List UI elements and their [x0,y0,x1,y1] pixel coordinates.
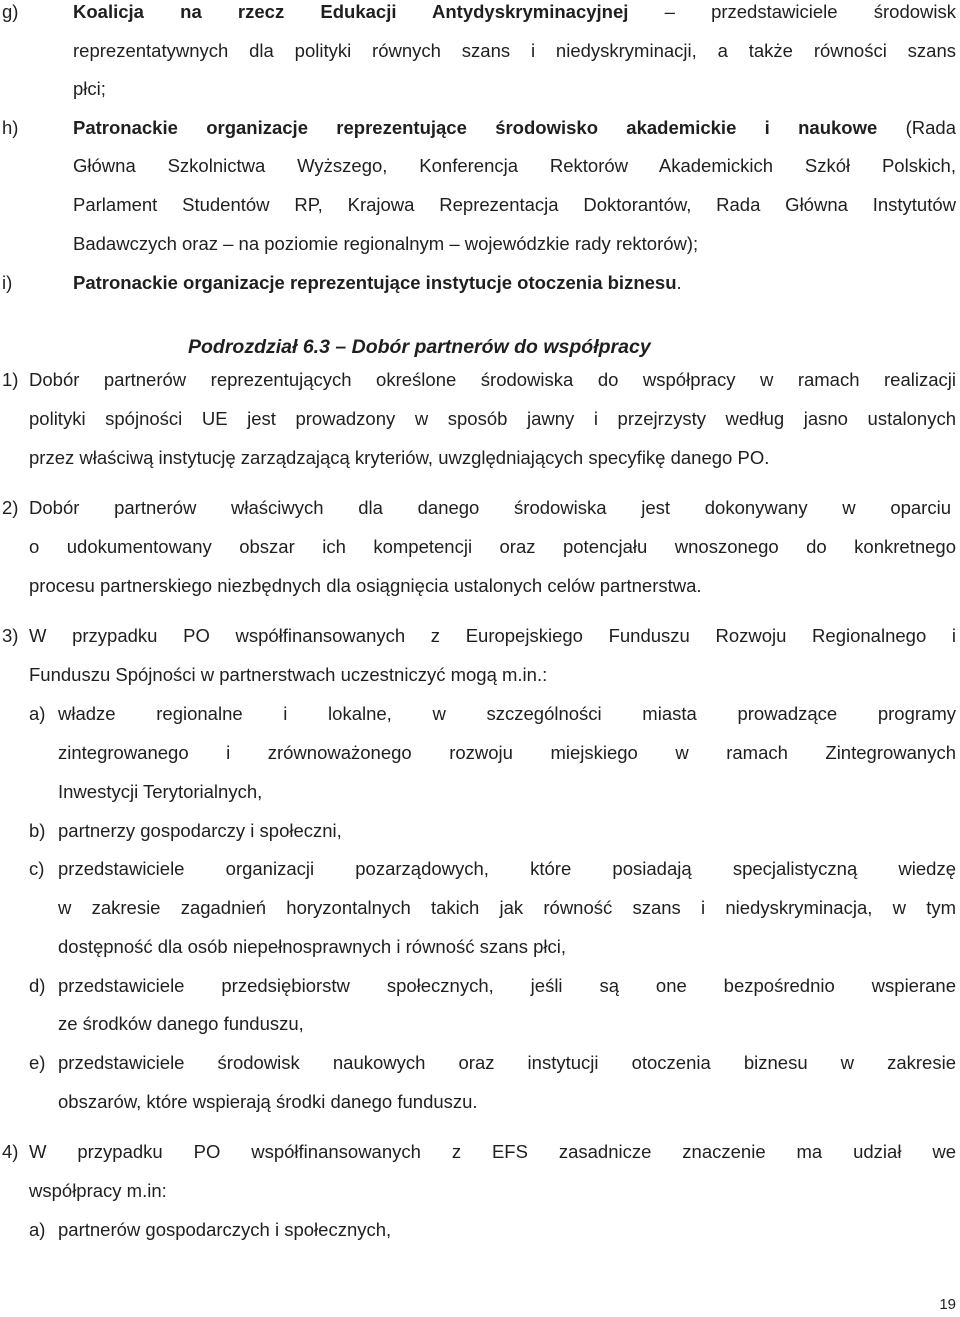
list-item-text: – przedstawiciele środowisk [628,1,956,22]
point-line: W przypadku PO współfinansowanych z EFS zasadnicze znaczenie ma udział we [29,1141,956,1162]
point-line: Funduszu Spójności w partnerstwach uczestniczyć mogą m.in.: [29,664,548,685]
list-item-line: Badawczych oraz – na poziomie regionalnym – wojewódzkie rady rektorów); [73,233,699,254]
list-marker: h) [2,117,19,138]
org-name: Koalicja na rzecz Edukacji Antydyskryminacyjnej [73,1,629,22]
point-line: polityki spójności UE jest prowadzony w sposób jawny i przejrzysty według jasno ustalonych [29,408,956,429]
subpoint-marker: a) [29,1219,46,1240]
list-item-line: płci; [73,78,106,99]
org-name: Patronackie organizacje reprezentujące instytucje otoczenia biznesu [73,272,677,293]
list-item-line [73,272,682,294]
list-item-text: (Rada [877,117,956,138]
subpoint-line: przedstawiciele organizacji pozarządowych, które posiadają specjalistyczną wiedzę [58,858,956,879]
subpoint-line: zintegrowanego i zrównoważonego rozwoju miejskiego w ramach Zintegrowanych [58,742,956,763]
list-item-line [73,1,956,23]
subpoint-line: w zakresie zagadnień horyzontalnych takich jak równość szans i niedyskryminacja, w tym [58,897,956,918]
point-line: Dobór partnerów właściwych dla danego środowiska jest dokonywany w oparciu [29,497,951,518]
point-line: procesu partnerskiego niezbędnych dla osiągnięcia ustalonych celów partnerstwa. [29,575,702,596]
subpoint-line: partnerów gospodarczych i społecznych, [58,1219,392,1240]
list-item-text: . [676,272,682,293]
subpoint-marker: a) [29,703,46,724]
subpoint-line: przedstawiciele przedsiębiorstw społecznych, jeśli są one bezpośrednio wspierane [58,975,956,996]
list-item-line [73,117,956,139]
subpoint-line: władze regionalne i lokalne, w szczególności miasta prowadzące programy [58,703,956,724]
point-marker: 2) [2,497,19,518]
subpoint-line: obszarów, które wspierają środki danego funduszu. [58,1091,478,1112]
subpoint-line: przedstawiciele środowisk naukowych oraz instytucji otoczenia biznesu w zakresie [58,1052,956,1073]
point-line: o udokumentowany obszar ich kompetencji oraz potencjału wnoszonego do konkretnego [29,536,956,557]
point-line: W przypadku PO współfinansowanych z Europejskiego Funduszu Rozwoju Regionalnego i [29,625,956,646]
list-item-line: Parlament Studentów RP, Krajowa Reprezentacja Doktorantów, Rada Główna Instytutów [73,194,956,215]
subpoint-marker: d) [29,975,46,996]
list-marker: g) [2,1,19,22]
point-marker: 1) [2,369,19,390]
point-line: przez właściwą instytucję zarządzającą kryteriów, uwzględniających specyfikę danego PO. [29,447,770,468]
point-marker: 3) [2,625,19,646]
list-marker: i) [2,272,13,293]
subpoint-marker: b) [29,820,46,841]
subpoint-line: Inwestycji Terytorialnych, [58,781,263,802]
subpoint-line: ze środków danego funduszu, [58,1013,304,1034]
list-item-line: reprezentatywnych dla polityki równych szans i niedyskryminacji, a także równości szans [73,40,956,61]
subpoint-marker: c) [29,858,45,879]
point-marker: 4) [2,1141,19,1162]
subpoint-line: dostępność dla osób niepełnosprawnych i równość szans płci, [58,936,567,957]
org-name: Patronackie organizacje reprezentujące środowisko akademickie i naukowe [73,117,878,138]
list-item-line: Główna Szkolnictwa Wyższego, Konferencja Rektorów Akademickich Szkół Polskich, [73,155,956,176]
section-heading: Podrozdział 6.3 – Dobór partnerów do współpracy [188,336,651,358]
subpoint-line: partnerzy gospodarczy i społeczni, [58,820,342,841]
point-line: współpracy m.in: [29,1180,167,1201]
page-number: 19 [939,1296,956,1313]
subpoint-marker: e) [29,1052,46,1073]
point-line: Dobór partnerów reprezentujących określone środowiska do współpracy w ramach realizacji [29,369,956,390]
